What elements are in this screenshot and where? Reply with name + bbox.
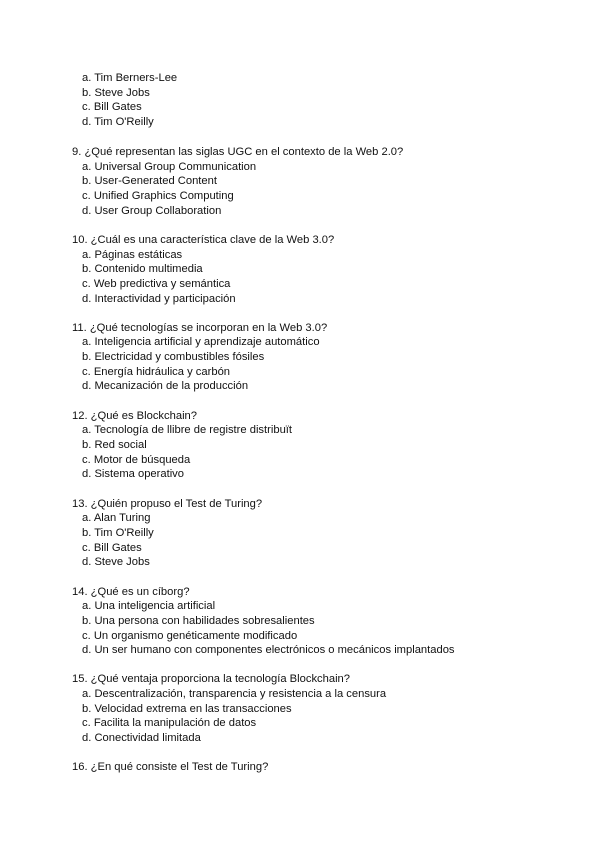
option-a: a. Tim Berners-Lee <box>82 72 178 84</box>
option-d: d. Un ser humano con componentes electrónicos o mecánicos implantados <box>82 644 455 656</box>
option-b: b. Velocidad extrema en las transacciones <box>82 703 292 715</box>
option-a: a. Descentralización, transparencia y resistencia a la censura <box>82 688 387 700</box>
option-b: b. Red social <box>82 439 147 451</box>
option-c: c. Bill Gates <box>82 101 142 113</box>
option-d: d. Mecanización de la producción <box>82 380 249 392</box>
option-b: b. Steve Jobs <box>82 87 150 99</box>
option-c: c. Un organismo genéticamente modificado <box>82 630 298 642</box>
option-a: a. Inteligencia artificial y aprendizaje automático <box>82 336 320 348</box>
option-c: c. Facilita la manipulación de datos <box>82 717 257 729</box>
question-text: 12. ¿Qué es Blockchain? <box>72 410 197 422</box>
option-a: a. Una inteligencia artificial <box>82 600 216 612</box>
question-text: 11. ¿Qué tecnologías se incorporan en la Web 3.0? <box>72 322 328 334</box>
question-text: 13. ¿Quién propuso el Test de Turing? <box>72 498 263 510</box>
option-d: d. Conectividad limitada <box>82 732 201 744</box>
option-d: d. Interactividad y participación <box>82 293 236 305</box>
option-b: b. Electricidad y combustibles fósiles <box>82 351 265 363</box>
option-b: b. User-Generated Content <box>82 175 217 187</box>
option-b: b. Contenido multimedia <box>82 263 203 275</box>
option-a: a. Alan Turing <box>82 512 151 524</box>
option-d: d. Steve Jobs <box>82 556 150 568</box>
option-c: c. Unified Graphics Computing <box>82 190 234 202</box>
option-b: b. Una persona con habilidades sobresalientes <box>82 615 315 627</box>
option-d: d. Tim O'Reilly <box>82 116 154 128</box>
question-text: 15. ¿Qué ventaja proporciona la tecnología Blockchain? <box>72 673 350 685</box>
option-a: a. Páginas estáticas <box>82 249 183 261</box>
option-b: b. Tim O'Reilly <box>82 527 154 539</box>
option-c: c. Motor de búsqueda <box>82 454 191 466</box>
option-a: a. Universal Group Communication <box>82 161 257 173</box>
question-text: 16. ¿En qué consiste el Test de Turing? <box>72 761 269 773</box>
question-text: 14. ¿Qué es un cíborg? <box>72 586 190 598</box>
option-c: c. Energía hidráulica y carbón <box>82 366 231 378</box>
option-c: c. Web predictiva y semántica <box>82 278 231 290</box>
option-c: c. Bill Gates <box>82 542 142 554</box>
question-text: 10. ¿Cuál es una característica clave de la Web 3.0? <box>72 234 335 246</box>
option-d: d. Sistema operativo <box>82 468 184 480</box>
question-text: 9. ¿Qué representan las siglas UGC en el contexto de la Web 2.0? <box>72 146 404 158</box>
option-a: a. Tecnología de llibre de registre distribuït <box>82 424 293 436</box>
option-d: d. User Group Collaboration <box>82 205 222 217</box>
